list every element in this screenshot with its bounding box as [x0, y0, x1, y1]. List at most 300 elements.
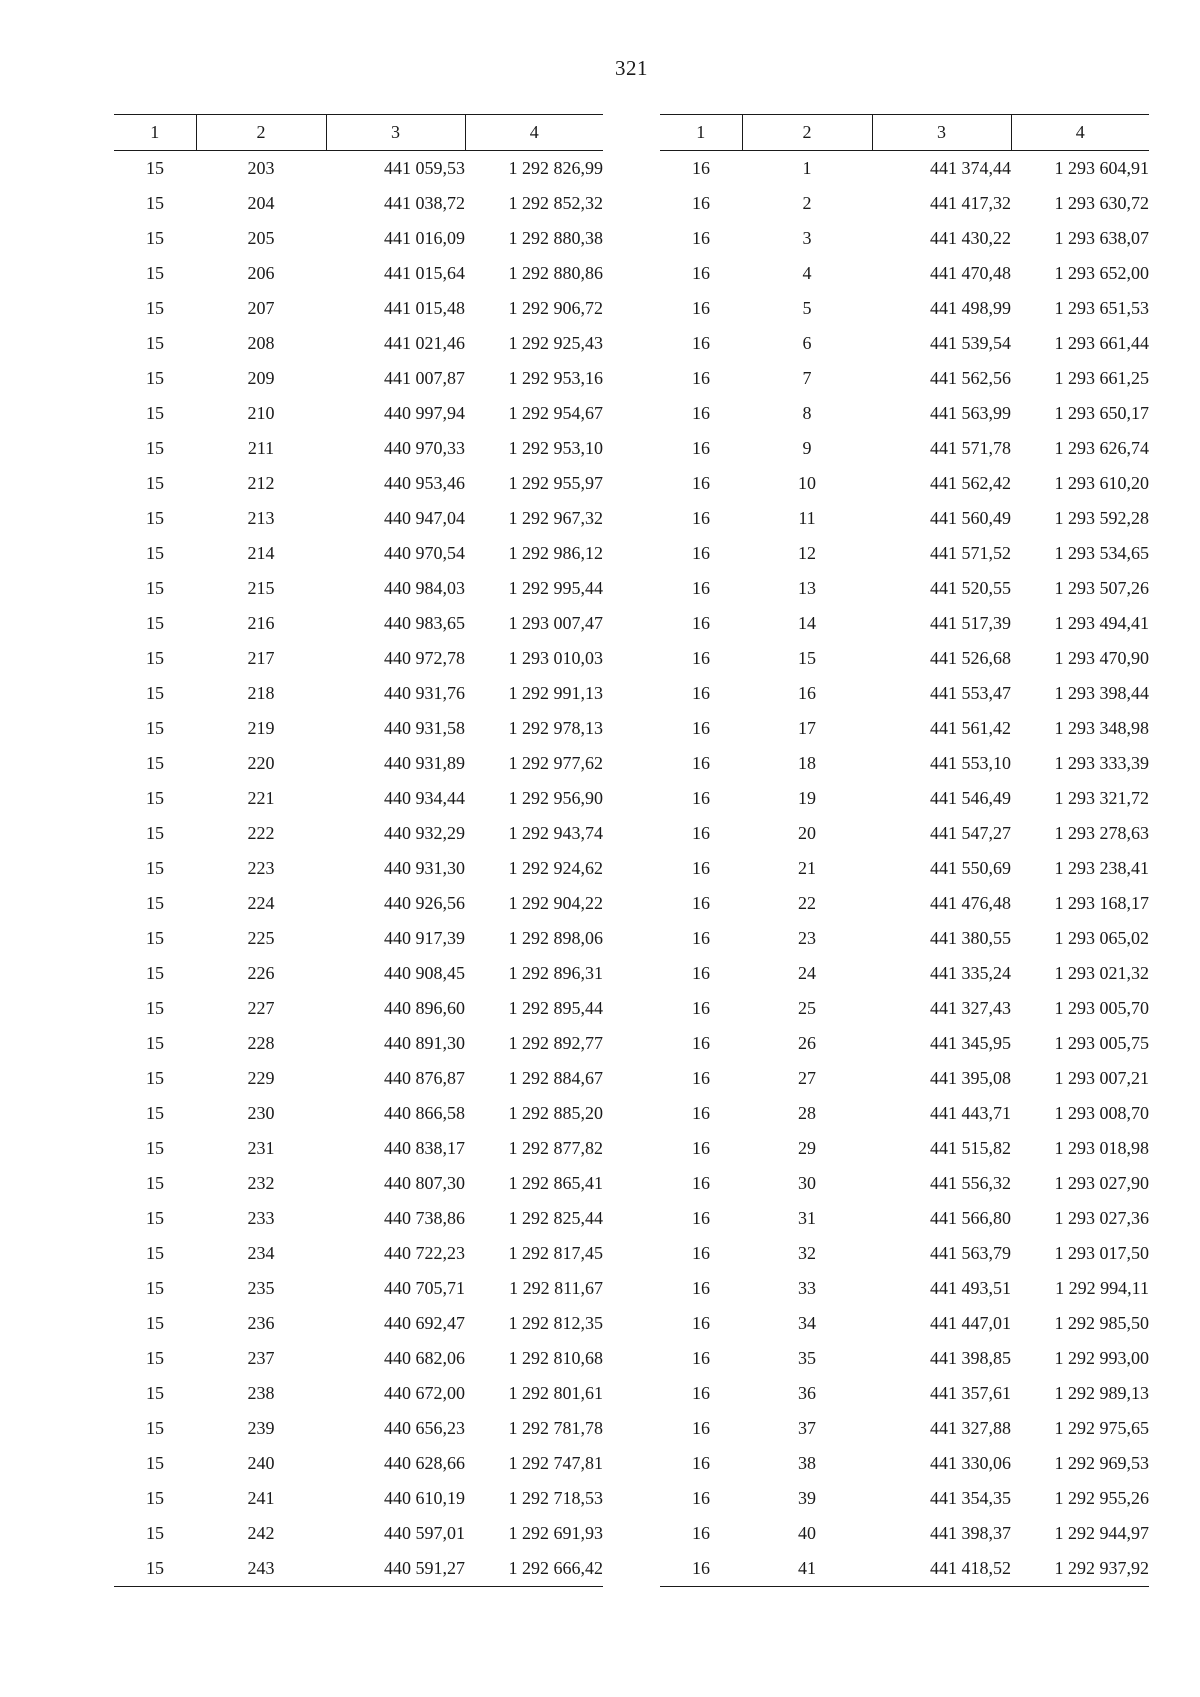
point-number-cell: 18: [798, 753, 816, 773]
point-number-cell: 9: [802, 438, 812, 458]
plot-number-cell: 16: [692, 508, 710, 528]
point-number-cell: 220: [247, 753, 275, 773]
plot-number-cell: 15: [146, 403, 164, 423]
point-number-cell: 241: [247, 1488, 275, 1508]
y-coordinate-cell: 1 292 877,82: [508, 1138, 603, 1158]
x-coordinate-cell: 440 610,19: [384, 1488, 465, 1508]
y-coordinate-cell: 1 292 954,67: [508, 403, 603, 423]
y-coordinate-cell: 1 292 975,65: [1054, 1418, 1149, 1438]
x-coordinate-cell: 441 562,42: [930, 473, 1011, 493]
point-number-cell: 25: [798, 998, 816, 1018]
point-number-cell: 227: [247, 998, 275, 1018]
plot-number-cell: 16: [692, 438, 710, 458]
point-number-cell: 223: [247, 858, 275, 878]
y-coordinate-cell: 1 292 944,97: [1054, 1523, 1149, 1543]
table-row: [660, 606, 1149, 641]
x-coordinate-cell: 440 997,94: [384, 403, 465, 423]
table-row: [660, 361, 1149, 396]
point-number-cell: 211: [247, 438, 275, 458]
x-coordinate-cell: 441 515,82: [930, 1138, 1011, 1158]
y-coordinate-cell: 1 292 955,97: [508, 473, 603, 493]
table-row: [660, 1376, 1149, 1411]
plot-number-cell: 16: [692, 228, 710, 248]
y-coordinate-cell: 1 292 943,74: [508, 823, 603, 843]
y-coordinate-cell: 1 292 898,06: [508, 928, 603, 948]
plot-number-cell: 16: [692, 718, 710, 738]
plot-number-cell: 15: [146, 298, 164, 318]
y-coordinate-cell: 1 293 005,75: [1054, 1033, 1149, 1053]
x-coordinate-cell: 440 970,54: [384, 543, 465, 563]
table-row: [114, 1481, 603, 1516]
table-row: [114, 431, 603, 466]
table-row: [660, 1201, 1149, 1236]
x-coordinate-cell: 441 470,48: [930, 263, 1011, 283]
y-coordinate-cell: 1 292 925,43: [508, 333, 603, 353]
x-coordinate-cell: 440 931,76: [384, 683, 465, 703]
x-coordinate-cell: 440 984,03: [384, 578, 465, 598]
table-row: [114, 816, 603, 851]
plot-number-cell: 16: [692, 578, 710, 598]
x-coordinate-cell: 441 335,24: [930, 963, 1011, 983]
plot-number-cell: 16: [692, 1523, 710, 1543]
point-number-cell: 210: [247, 403, 275, 423]
point-number-cell: 33: [798, 1278, 816, 1298]
x-coordinate-cell: 441 418,52: [872, 1551, 1011, 1587]
plot-number-cell: 15: [146, 228, 164, 248]
point-number-cell: 7: [802, 368, 812, 388]
y-coordinate-cell: 1 293 651,53: [1054, 298, 1149, 318]
plot-number-cell: 15: [146, 1488, 164, 1508]
table-row: [660, 1516, 1149, 1551]
y-coordinate-cell: 1 292 781,78: [508, 1418, 603, 1438]
plot-number-cell: 15: [146, 1313, 164, 1333]
point-number-cell: 236: [247, 1313, 275, 1333]
plot-number-cell: 15: [146, 648, 164, 668]
plot-number-cell: 16: [692, 963, 710, 983]
x-coordinate-cell: 440 983,65: [384, 613, 465, 633]
table-row: [114, 991, 603, 1026]
table-body: [114, 151, 603, 1587]
y-coordinate-cell: 1 293 008,70: [1054, 1103, 1149, 1123]
x-coordinate-cell: 441 563,99: [930, 403, 1011, 423]
point-number-cell: 217: [247, 648, 275, 668]
plot-number-cell: 16: [692, 1488, 710, 1508]
y-coordinate-cell: 1 293 630,72: [1054, 193, 1149, 213]
y-coordinate-cell: 1 293 604,91: [1054, 158, 1149, 178]
y-coordinate-cell: 1 292 989,13: [1054, 1383, 1149, 1403]
point-number-cell: 36: [798, 1383, 816, 1403]
point-number-cell: 6: [802, 333, 812, 353]
point-number-cell: 4: [802, 263, 812, 283]
x-coordinate-cell: 440 866,58: [384, 1103, 465, 1123]
plot-number-cell: 16: [692, 823, 710, 843]
table-row: [660, 466, 1149, 501]
y-coordinate-cell: 1 293 005,70: [1054, 998, 1149, 1018]
point-number-cell: 214: [247, 543, 275, 563]
point-number-cell: 34: [798, 1313, 816, 1333]
y-coordinate-cell: 1 292 978,13: [508, 718, 603, 738]
y-coordinate-cell: 1 293 333,39: [1054, 753, 1149, 773]
table-row: [660, 536, 1149, 571]
column-header: 3: [872, 115, 1011, 151]
column-header: 4: [1011, 115, 1149, 151]
table-row: [114, 291, 603, 326]
point-number-cell: 19: [798, 788, 816, 808]
page-number: 321: [615, 56, 648, 80]
point-number-cell: 237: [247, 1348, 275, 1368]
y-coordinate-cell: 1 293 507,26: [1054, 578, 1149, 598]
y-coordinate-cell: 1 293 534,65: [1054, 543, 1149, 563]
y-coordinate-cell: 1 293 470,90: [1054, 648, 1149, 668]
table-row: [114, 1201, 603, 1236]
point-number-cell: 218: [247, 683, 275, 703]
y-coordinate-cell: 1 292 812,35: [508, 1313, 603, 1333]
table-row: [114, 781, 603, 816]
plot-number-cell: 16: [692, 193, 710, 213]
plot-number-cell: 16: [660, 1551, 742, 1587]
plot-number-cell: 16: [692, 893, 710, 913]
x-coordinate-cell: 441 553,47: [930, 683, 1011, 703]
x-coordinate-cell: 440 692,47: [384, 1313, 465, 1333]
table-row: [660, 851, 1149, 886]
plot-number-cell: 15: [146, 963, 164, 983]
x-coordinate-cell: 440 597,01: [384, 1523, 465, 1543]
table-row: [114, 396, 603, 431]
y-coordinate-cell: 1 292 691,93: [508, 1523, 603, 1543]
x-coordinate-cell: 441 563,79: [930, 1243, 1011, 1263]
table-row: [114, 641, 603, 676]
table-row: [660, 1446, 1149, 1481]
x-coordinate-cell: 441 520,55: [930, 578, 1011, 598]
y-coordinate-cell: 1 292 825,44: [508, 1208, 603, 1228]
table-row: [114, 956, 603, 991]
plot-number-cell: 15: [146, 333, 164, 353]
point-number-cell: 242: [247, 1523, 275, 1543]
y-coordinate-cell: 1 293 494,41: [1054, 613, 1149, 633]
point-number-cell: 219: [247, 718, 275, 738]
table-row: [114, 676, 603, 711]
point-number-cell: 203: [247, 158, 275, 178]
plot-number-cell: 16: [692, 998, 710, 1018]
table-row: [660, 151, 1149, 187]
x-coordinate-cell: 440 656,23: [384, 1418, 465, 1438]
plot-number-cell: 15: [146, 1173, 164, 1193]
x-coordinate-cell: 441 380,55: [930, 928, 1011, 948]
y-coordinate-cell: 1 293 592,28: [1054, 508, 1149, 528]
y-coordinate-cell: 1 293 661,25: [1054, 368, 1149, 388]
y-coordinate-cell: 1 292 884,67: [508, 1068, 603, 1088]
y-coordinate-cell: 1 292 718,53: [508, 1488, 603, 1508]
y-coordinate-cell: 1 292 953,16: [508, 368, 603, 388]
x-coordinate-cell: 440 908,45: [384, 963, 465, 983]
point-number-cell: 2: [802, 193, 812, 213]
y-coordinate-cell: 1 292 885,20: [508, 1103, 603, 1123]
table-row: [114, 1516, 603, 1551]
x-coordinate-cell: 441 038,72: [384, 193, 465, 213]
y-coordinate-cell: 1 292 995,44: [508, 578, 603, 598]
plot-number-cell: 15: [146, 893, 164, 913]
table-row: [660, 641, 1149, 676]
point-number-cell: 39: [798, 1488, 816, 1508]
y-coordinate-cell: 1 292 810,68: [508, 1348, 603, 1368]
point-number-cell: 30: [798, 1173, 816, 1193]
plot-number-cell: 15: [146, 158, 164, 178]
point-number-cell: 224: [247, 893, 275, 913]
y-coordinate-cell: 1 293 007,47: [508, 613, 603, 633]
plot-number-cell: 16: [692, 1208, 710, 1228]
plot-number-cell: 15: [146, 508, 164, 528]
table-row: [114, 1271, 603, 1306]
plot-number-cell: 16: [692, 158, 710, 178]
x-coordinate-cell: 441 395,08: [930, 1068, 1011, 1088]
plot-number-cell: 15: [146, 1138, 164, 1158]
point-number-cell: 230: [247, 1103, 275, 1123]
plot-number-cell: 15: [114, 1551, 196, 1587]
y-coordinate-cell: 1 293 348,98: [1054, 718, 1149, 738]
y-coordinate-cell: 1 293 661,44: [1054, 333, 1149, 353]
point-number-cell: 13: [798, 578, 816, 598]
table-row: [660, 501, 1149, 536]
point-number-cell: 243: [196, 1551, 326, 1587]
point-number-cell: 29: [798, 1138, 816, 1158]
point-number-cell: 40: [798, 1523, 816, 1543]
y-coordinate-cell: 1 292 993,00: [1054, 1348, 1149, 1368]
coordinates-table-right: [660, 114, 1149, 1587]
y-coordinate-cell: 1 293 650,17: [1054, 403, 1149, 423]
y-coordinate-cell: 1 292 906,72: [508, 298, 603, 318]
table-row: [660, 396, 1149, 431]
plot-number-cell: 15: [146, 368, 164, 388]
point-number-cell: 11: [798, 508, 816, 528]
table-row: [114, 1341, 603, 1376]
table-row: [660, 886, 1149, 921]
table-row: [114, 606, 603, 641]
table-row: [660, 1481, 1149, 1516]
table-row: [660, 956, 1149, 991]
plot-number-cell: 15: [146, 1453, 164, 1473]
table-row: [660, 1551, 1149, 1587]
plot-number-cell: 15: [146, 823, 164, 843]
table-row: [114, 1551, 603, 1587]
y-coordinate-cell: 1 292 747,81: [508, 1453, 603, 1473]
x-coordinate-cell: 441 562,56: [930, 368, 1011, 388]
point-number-cell: 209: [247, 368, 275, 388]
x-coordinate-cell: 441 571,52: [930, 543, 1011, 563]
y-coordinate-cell: 1 292 956,90: [508, 788, 603, 808]
point-number-cell: 238: [247, 1383, 275, 1403]
point-number-cell: 231: [247, 1138, 275, 1158]
table-row: [114, 851, 603, 886]
plot-number-cell: 16: [692, 613, 710, 633]
plot-number-cell: 16: [692, 473, 710, 493]
x-coordinate-cell: 440 722,23: [384, 1243, 465, 1263]
point-number-cell: 17: [798, 718, 816, 738]
x-coordinate-cell: 441 561,42: [930, 718, 1011, 738]
plot-number-cell: 15: [146, 753, 164, 773]
plot-number-cell: 16: [692, 543, 710, 563]
point-number-cell: 207: [247, 298, 275, 318]
x-coordinate-cell: 441 498,99: [930, 298, 1011, 318]
x-coordinate-cell: 441 430,22: [930, 228, 1011, 248]
x-coordinate-cell: 441 556,32: [930, 1173, 1011, 1193]
x-coordinate-cell: 440 931,58: [384, 718, 465, 738]
y-coordinate-cell: 1 293 007,21: [1054, 1068, 1149, 1088]
point-number-cell: 5: [802, 298, 812, 318]
plot-number-cell: 15: [146, 1278, 164, 1298]
table-row: [114, 186, 603, 221]
plot-number-cell: 16: [692, 753, 710, 773]
plot-number-cell: 15: [146, 1523, 164, 1543]
y-coordinate-cell: 1 293 018,98: [1054, 1138, 1149, 1158]
table-row: [114, 1026, 603, 1061]
y-coordinate-cell: 1 292 811,67: [509, 1278, 603, 1298]
plot-number-cell: 16: [692, 1138, 710, 1158]
point-number-cell: 212: [247, 473, 275, 493]
table-row: [660, 186, 1149, 221]
column-header: 2: [196, 115, 326, 151]
x-coordinate-cell: 440 682,06: [384, 1348, 465, 1368]
column-header: 3: [326, 115, 465, 151]
point-number-cell: 205: [247, 228, 275, 248]
x-coordinate-cell: 441 553,10: [930, 753, 1011, 773]
plot-number-cell: 15: [146, 543, 164, 563]
table-row: [660, 711, 1149, 746]
table-row: [114, 221, 603, 256]
point-number-cell: 20: [798, 823, 816, 843]
table-row: [660, 431, 1149, 466]
y-coordinate-cell: 1 292 666,42: [465, 1551, 603, 1587]
plot-number-cell: 15: [146, 1208, 164, 1228]
table-row: [660, 1236, 1149, 1271]
x-coordinate-cell: 441 007,87: [384, 368, 465, 388]
table-row: [660, 291, 1149, 326]
plot-number-cell: 16: [692, 333, 710, 353]
point-number-cell: 37: [798, 1418, 816, 1438]
table-row: [660, 1306, 1149, 1341]
x-coordinate-cell: 441 021,46: [384, 333, 465, 353]
table-row: [114, 361, 603, 396]
plot-number-cell: 16: [692, 683, 710, 703]
y-coordinate-cell: 1 292 967,32: [508, 508, 603, 528]
plot-number-cell: 15: [146, 683, 164, 703]
x-coordinate-cell: 440 591,27: [326, 1551, 465, 1587]
table-row: [114, 921, 603, 956]
point-number-cell: 233: [247, 1208, 275, 1228]
x-coordinate-cell: 441 443,71: [930, 1103, 1011, 1123]
table-row: [660, 256, 1149, 291]
y-coordinate-cell: 1 292 986,12: [508, 543, 603, 563]
point-number-cell: 28: [798, 1103, 816, 1123]
table-row: [660, 1271, 1149, 1306]
table-row: [114, 466, 603, 501]
point-number-cell: 222: [247, 823, 275, 843]
plot-number-cell: 15: [146, 1243, 164, 1263]
table-row: [660, 1061, 1149, 1096]
x-coordinate-cell: 441 357,61: [930, 1383, 1011, 1403]
y-coordinate-cell: 1 292 896,31: [508, 963, 603, 983]
y-coordinate-cell: 1 292 924,62: [508, 858, 603, 878]
table-row: [114, 256, 603, 291]
y-coordinate-cell: 1 292 994,11: [1055, 1278, 1149, 1298]
point-number-cell: 216: [247, 613, 275, 633]
point-number-cell: 204: [247, 193, 275, 213]
plot-number-cell: 16: [692, 1068, 710, 1088]
y-coordinate-cell: 1 292 865,41: [508, 1173, 603, 1193]
x-coordinate-cell: 440 838,17: [384, 1138, 465, 1158]
x-coordinate-cell: 440 947,04: [384, 508, 465, 528]
point-number-cell: 3: [802, 228, 812, 248]
y-coordinate-cell: 1 292 969,53: [1054, 1453, 1149, 1473]
column-header: 2: [742, 115, 872, 151]
y-coordinate-cell: 1 293 168,17: [1054, 893, 1149, 913]
table-row: [660, 221, 1149, 256]
y-coordinate-cell: 1 292 892,77: [508, 1033, 603, 1053]
x-coordinate-cell: 440 926,56: [384, 893, 465, 913]
plot-number-cell: 15: [146, 438, 164, 458]
y-coordinate-cell: 1 293 626,74: [1054, 438, 1149, 458]
table-row: [660, 571, 1149, 606]
x-coordinate-cell: 441 546,49: [930, 788, 1011, 808]
table-row: [114, 746, 603, 781]
x-coordinate-cell: 441 015,48: [384, 298, 465, 318]
x-coordinate-cell: 441 374,44: [930, 158, 1011, 178]
x-coordinate-cell: 440 917,39: [384, 928, 465, 948]
y-coordinate-cell: 1 293 017,50: [1054, 1243, 1149, 1263]
point-number-cell: 21: [798, 858, 816, 878]
x-coordinate-cell: 440 970,33: [384, 438, 465, 458]
table-row: [114, 1446, 603, 1481]
point-number-cell: 240: [247, 1453, 275, 1473]
plot-number-cell: 16: [692, 1418, 710, 1438]
table-row: [660, 1411, 1149, 1446]
point-number-cell: 38: [798, 1453, 816, 1473]
x-coordinate-cell: 440 891,30: [384, 1033, 465, 1053]
table-header-row: [114, 115, 603, 151]
y-coordinate-cell: 1 293 638,07: [1054, 228, 1149, 248]
x-coordinate-cell: 441 345,95: [930, 1033, 1011, 1053]
y-coordinate-cell: 1 292 977,62: [508, 753, 603, 773]
x-coordinate-cell: 441 539,54: [930, 333, 1011, 353]
plot-number-cell: 16: [692, 1103, 710, 1123]
point-number-cell: 26: [798, 1033, 816, 1053]
table-row: [660, 1131, 1149, 1166]
point-number-cell: 208: [247, 333, 275, 353]
table-row: [114, 886, 603, 921]
y-coordinate-cell: 1 292 955,26: [1054, 1488, 1149, 1508]
y-coordinate-cell: 1 293 652,00: [1054, 263, 1149, 283]
x-coordinate-cell: 440 876,87: [384, 1068, 465, 1088]
x-coordinate-cell: 440 931,89: [384, 753, 465, 773]
table-row: [114, 326, 603, 361]
x-coordinate-cell: 440 672,00: [384, 1383, 465, 1403]
plot-number-cell: 16: [692, 1453, 710, 1473]
point-number-cell: 1: [802, 158, 812, 178]
x-coordinate-cell: 441 354,35: [930, 1488, 1011, 1508]
plot-number-cell: 16: [692, 788, 710, 808]
plot-number-cell: 16: [692, 1348, 710, 1368]
point-number-cell: 206: [247, 263, 275, 283]
x-coordinate-cell: 441 417,32: [930, 193, 1011, 213]
x-coordinate-cell: 441 560,49: [930, 508, 1011, 528]
plot-number-cell: 15: [146, 788, 164, 808]
x-coordinate-cell: 440 931,30: [384, 858, 465, 878]
point-number-cell: 239: [247, 1418, 275, 1438]
x-coordinate-cell: 441 327,88: [930, 1418, 1011, 1438]
y-coordinate-cell: 1 292 826,99: [508, 158, 603, 178]
y-coordinate-cell: 1 293 238,41: [1054, 858, 1149, 878]
plot-number-cell: 16: [692, 858, 710, 878]
table-row: [114, 536, 603, 571]
